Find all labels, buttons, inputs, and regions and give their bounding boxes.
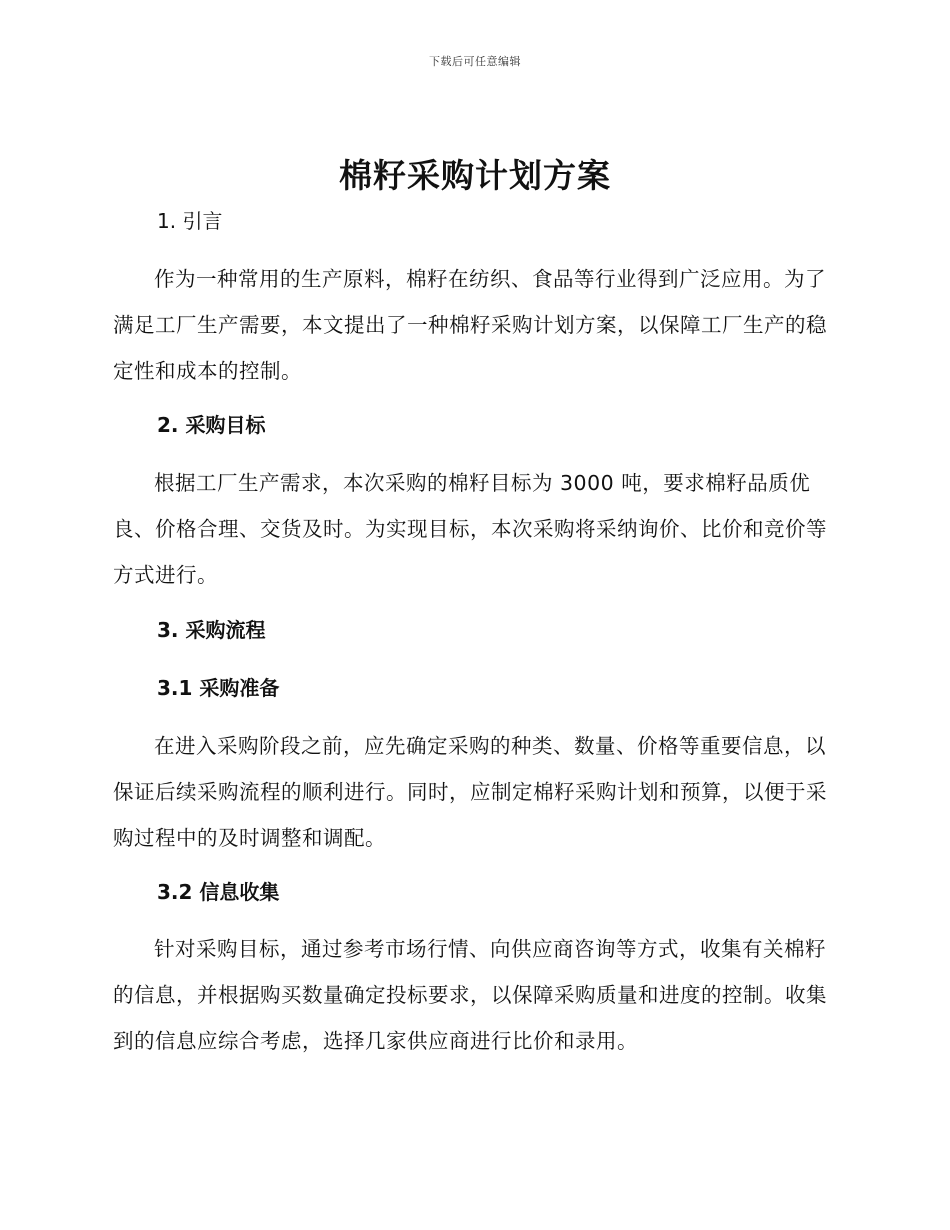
paragraph-goal: 根据工厂生产需求，本次采购的棉籽目标为 3000 吨，要求棉籽品质优良、价格合理、交货及时。为实现目标，本次采购将采纳询价、比价和竞价等方式进行。 <box>113 471 827 587</box>
section-heading-prep: 3.1 采购准备 <box>157 676 280 700</box>
paragraph-info: 针对采购目标，通过参考市场行情、向供应商咨询等方式，收集有关棉籽的信息，并根据购买数量确定投标要求，以保障采购质量和进度的控制。收集到的信息应综合考虑，选择几家供应商进行比价和录用。 <box>113 937 827 1053</box>
header-note: 下载后可任意编辑 <box>429 55 521 68</box>
section-heading-info: 3.2 信息收集 <box>157 880 280 904</box>
document-title: 棉籽采购计划方案 <box>339 156 611 195</box>
paragraph-prep: 在进入采购阶段之前，应先确定采购的种类、数量、价格等重要信息，以保证后续采购流程的顺利进行。同时，应制定棉籽采购计划和预算，以便于采购过程中的及时调整和调配。 <box>113 734 827 850</box>
section-heading-process: 3. 采购流程 <box>157 618 266 642</box>
section-heading-intro: 1. 引言 <box>157 209 223 233</box>
section-heading-goal: 2. 采购目标 <box>157 413 266 437</box>
paragraph-intro: 作为一种常用的生产原料，棉籽在纺织、食品等行业得到广泛应用。为了满足工厂生产需要，本文提出了一种棉籽采购计划方案，以保障工厂生产的稳定性和成本的控制。 <box>113 267 827 383</box>
